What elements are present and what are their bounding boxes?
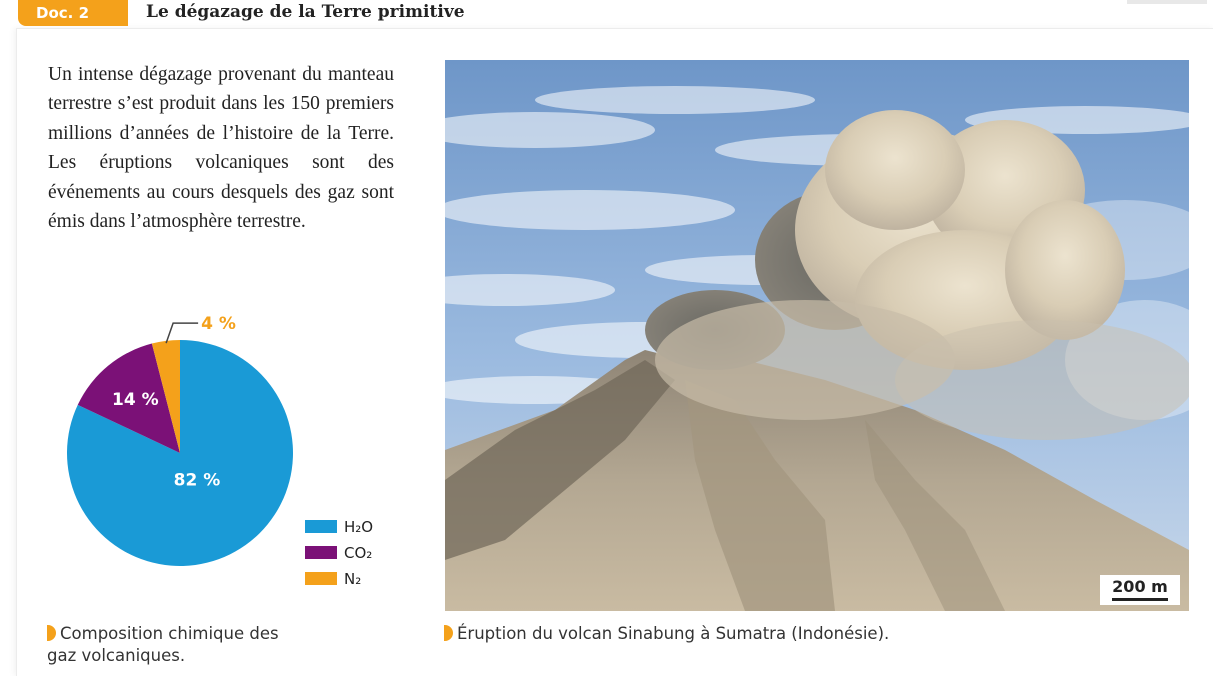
- photo-caption: [444, 623, 1044, 645]
- corner-decoration: [1127, 0, 1207, 4]
- legend-label-n2: N₂: [344, 570, 362, 588]
- doc-title: Le dégazage de la Terre primitive: [146, 2, 465, 22]
- scale-label: 200 m: [1112, 577, 1168, 596]
- scale-bar-box: [1100, 575, 1180, 605]
- volcano-photo: [445, 60, 1189, 611]
- caption-bullet-icon: [444, 625, 453, 641]
- legend-label-h2o: H₂O: [344, 518, 374, 536]
- intro-text: Un intense dégazage provenant du manteau terrestre s’est produit dans les 150 premiers millions d’années de l’histoire de la Terre. Les éruptions volcaniques sont des événements au cours desquels des gaz sont émis dans l’atmosphère terrestre.: [48, 64, 394, 233]
- legend-swatch-n2: [305, 572, 337, 585]
- legend-swatch-h2o: [305, 520, 337, 533]
- doc-tag: Doc. 2: [18, 0, 128, 26]
- pie-label-h2o: 82 %: [173, 470, 221, 491]
- chart-caption-text: Composition chimique des gaz volcaniques.: [47, 624, 279, 665]
- pie-chart: [40, 300, 400, 610]
- scale-bar: [1112, 598, 1168, 601]
- legend-label-co2: CO₂: [344, 544, 373, 562]
- photo-caption-text: Éruption du volcan Sinabung à Sumatra (Indonésie).: [457, 624, 890, 643]
- chart-caption: [47, 623, 297, 667]
- pie-label-co2: 14 %: [112, 390, 159, 411]
- caption-bullet-icon: [47, 625, 56, 641]
- pie-label-n2: 4 %: [201, 314, 236, 335]
- legend-swatch-co2: [305, 546, 337, 559]
